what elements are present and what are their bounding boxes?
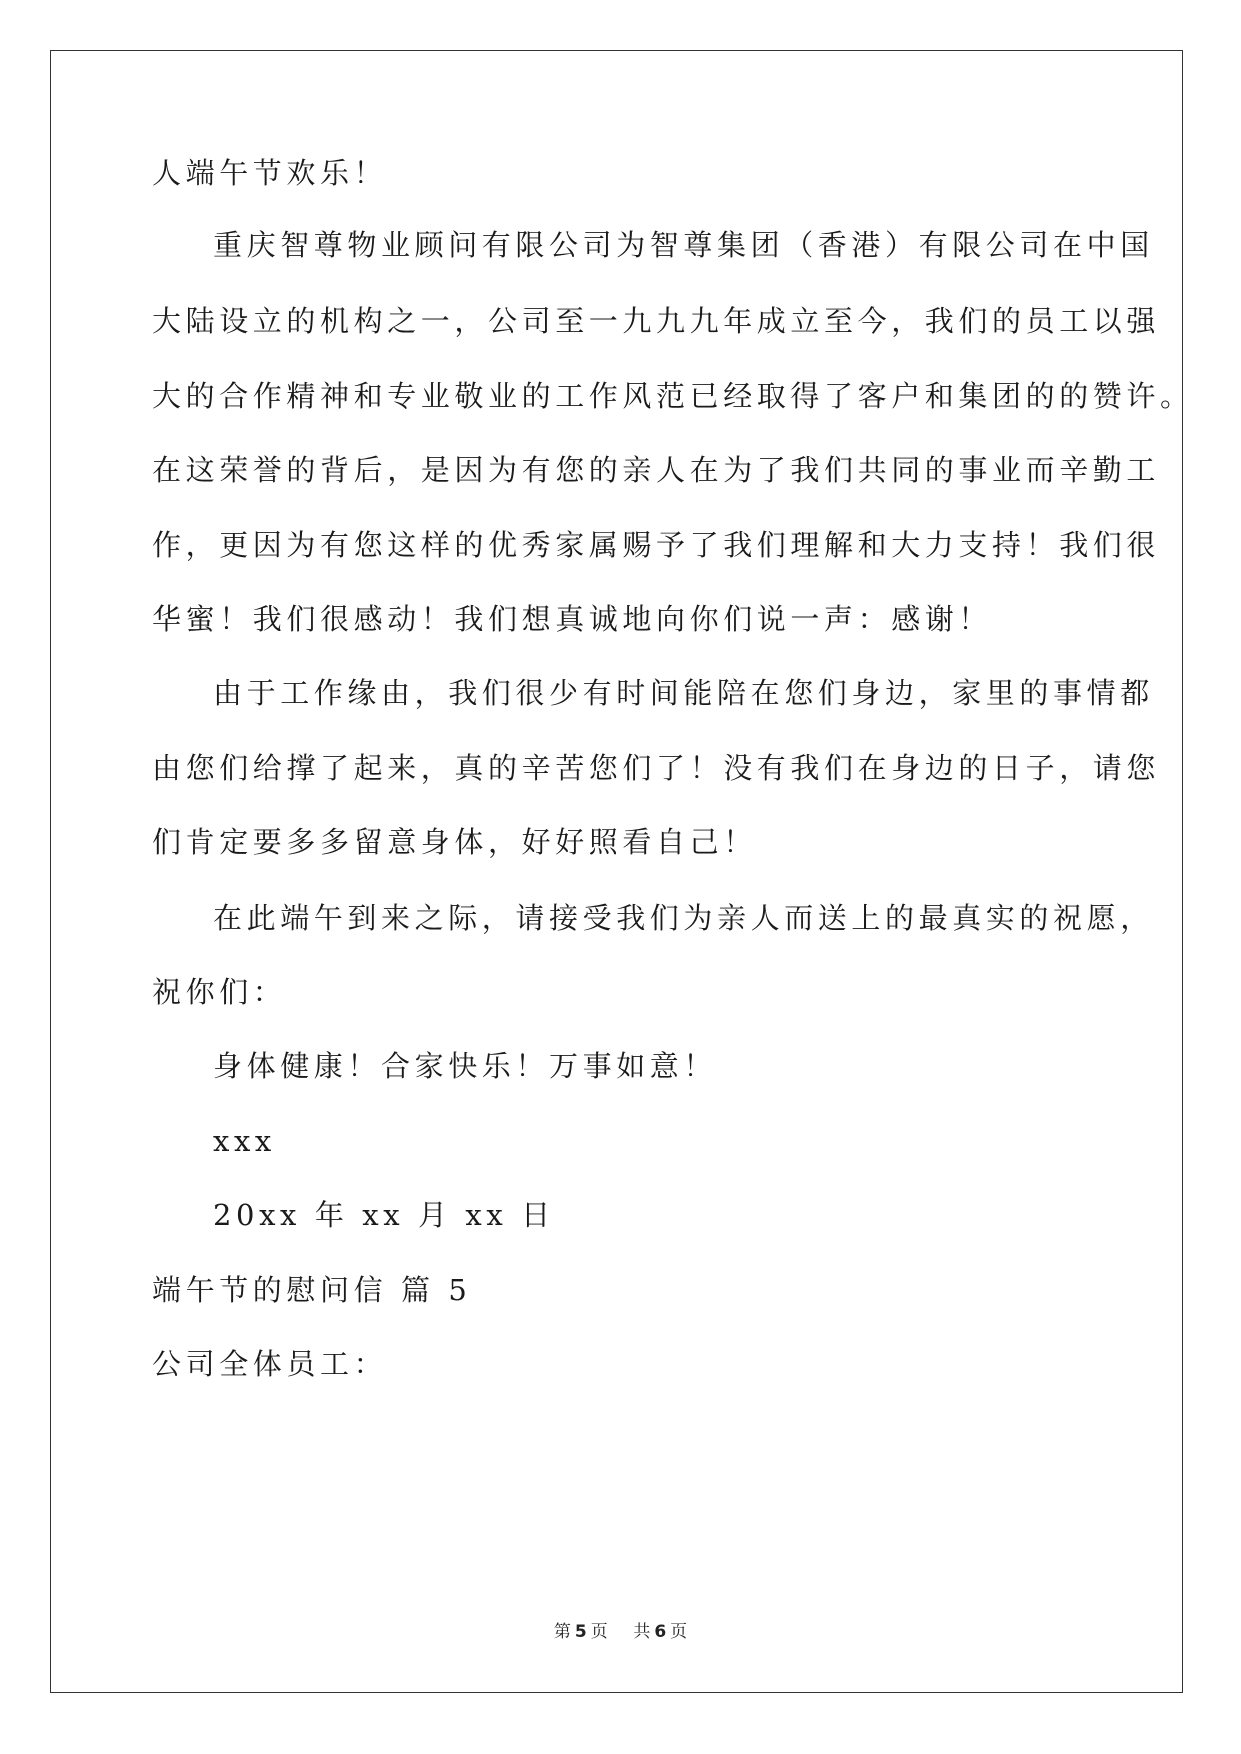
footer-total-suffix: 页 [670,1622,688,1642]
paragraph-start-line: 由于工作缘由，我们很少有时间能陪在您们身边，家里的事情都 [213,676,1154,710]
text-line: 作，更因为有您这样的优秀家属赐予了我们理解和大力支持！我们很 [152,528,1161,562]
footer-page-suffix: 页 [590,1622,608,1642]
page-footer [0,1617,1241,1642]
paragraph-start-line: 重庆智尊物业顾问有限公司为智尊集团（香港）有限公司在中国 [213,228,1154,262]
text-line: 在这荣誉的背后，是因为有您的亲人在为了我们共同的事业而辛勤工 [152,453,1161,487]
text-line: 由您们给撑了起来，真的辛苦您们了！没有我们在身边的日子，请您 [152,751,1161,785]
text-line: 华蜜！我们很感动！我们想真诚地向你们说一声：感谢！ [152,602,993,636]
text-line: 人端午节欢乐！ [152,156,388,190]
footer-page-number: 5 [574,1622,587,1642]
section-heading: 端午节的慰问信 篇 5 [152,1273,472,1307]
letter-date: 20xx 年 xx 月 xx 日 [213,1198,555,1232]
page-border [50,50,1183,1693]
signature: xxx [213,1124,276,1158]
text-line: 们肯定要多多留意身体，好好照看自己！ [152,825,757,859]
text-line: 祝你们： [152,975,287,1009]
footer-prefix: 第 [553,1622,571,1642]
footer-total-pages: 6 [654,1622,667,1642]
paragraph-start-line: 在此端午到来之际，请接受我们为亲人而送上的最真实的祝愿， [213,901,1154,935]
text-line: 大陆设立的机构之一，公司至一九九九年成立至今，我们的员工以强 [152,304,1161,338]
wishes-line: 身体健康！合家快乐！万事如意！ [213,1049,718,1083]
text-line: 大的合作精神和专业敬业的工作风范已经取得了客户和集团的的赞许。 [152,379,1194,413]
footer-total-prefix: 共 [633,1622,651,1642]
salutation: 公司全体员工： [152,1347,388,1381]
